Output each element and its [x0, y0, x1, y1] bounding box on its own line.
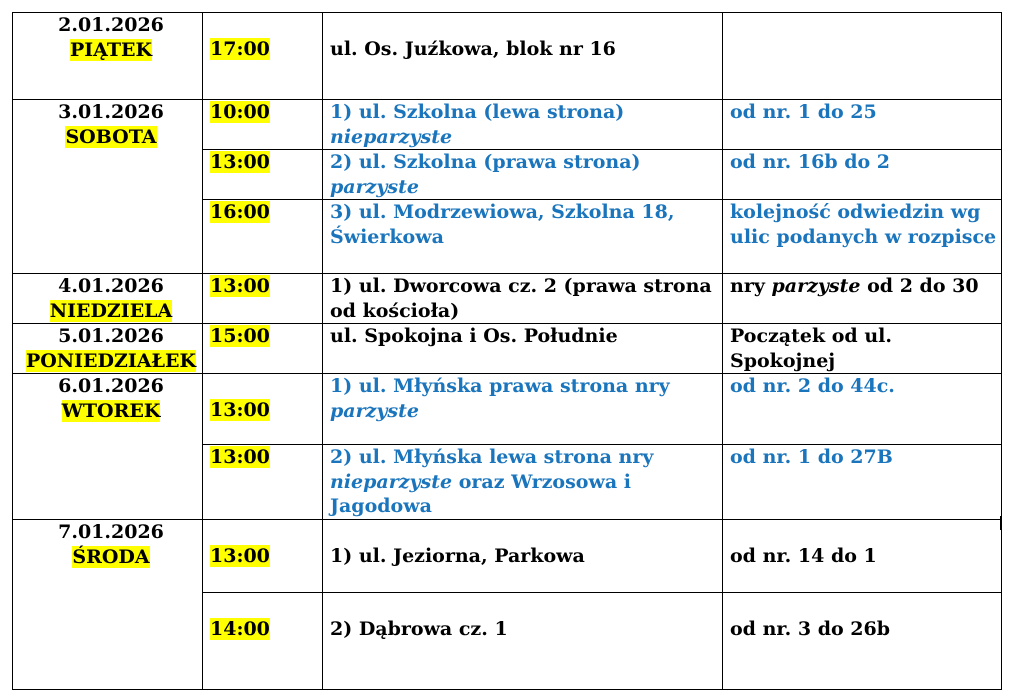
location-cell [323, 324, 723, 374]
time-label: 13:00 [210, 151, 270, 173]
table-row [13, 520, 1002, 593]
location-cell [323, 274, 723, 324]
location-cell [323, 374, 723, 445]
range-cell [723, 445, 1002, 520]
table-row [13, 13, 1002, 100]
range-cell [723, 374, 1002, 445]
range-text: od 2 do 30 [867, 275, 979, 297]
time-cell [203, 150, 323, 200]
time-cell [203, 374, 323, 445]
date-label: 6.01.2026 [58, 375, 164, 397]
location-text: 3) ul. Modrzewiowa, Szkolna 18, Świerkowa [330, 201, 675, 248]
weekday-label: PIĄTEK [69, 38, 152, 61]
parity-note: parzyste [771, 275, 861, 297]
range-text: od nr. 1 do 27B [730, 446, 893, 468]
parity-note: parzyste [330, 175, 419, 198]
range-cell [723, 100, 1002, 150]
weekday-label: SOBOTA [65, 125, 157, 148]
parity-note: nieparzyste [330, 125, 453, 148]
location-cell [323, 200, 723, 274]
location-text: 1) ul. Młyńska prawa strona nry [330, 375, 670, 397]
location-text-continued: oraz Wrzosowa i Jagodowa [330, 470, 631, 517]
time-label: 13:00 [210, 399, 270, 421]
time-label: 15:00 [210, 325, 270, 347]
range-text: od nr. 16b do 2 [730, 151, 891, 173]
time-cell [203, 593, 323, 690]
stray-cursor-mark [1000, 516, 1001, 530]
time-label: 13:00 [210, 275, 270, 297]
time-cell [203, 200, 323, 274]
day-cell [13, 324, 203, 374]
weekday-label: WTOREK [61, 399, 161, 422]
time-label: 14:00 [210, 618, 270, 640]
weekday-label: PONIEDZIAŁEK [25, 349, 197, 372]
table-row [13, 324, 1002, 374]
time-cell [203, 13, 323, 100]
day-cell [13, 13, 203, 100]
time-cell [203, 520, 323, 593]
range-text: kolejność odwiedzin wg ulic podanych w rozpisce [730, 201, 997, 248]
weekday-label: NIEDZIELA [49, 299, 173, 322]
location-cell [323, 150, 723, 200]
day-cell [13, 520, 203, 690]
range-cell [723, 274, 1002, 324]
range-cell [723, 593, 1002, 690]
time-cell [203, 100, 323, 150]
location-cell [323, 593, 723, 690]
table-row [13, 274, 1002, 324]
location-cell [323, 13, 723, 100]
location-text: ul. Os. Juźkowa, blok nr 16 [330, 38, 616, 60]
parity-note: parzyste [330, 399, 419, 422]
time-cell [203, 445, 323, 520]
range-cell [723, 13, 1002, 100]
location-text: ul. Spokojna i Os. Południe [330, 325, 618, 347]
day-cell [13, 100, 203, 274]
range-cell [723, 200, 1002, 274]
day-cell [13, 274, 203, 324]
weekday-label: ŚRODA [72, 545, 150, 568]
schedule-table [12, 12, 1002, 690]
location-text: 1) ul. Dworcowa cz. 2 (prawa strona od kościoła) [330, 275, 712, 322]
location-text: 2) ul. Szkolna (prawa strona) [330, 151, 641, 173]
location-cell [323, 520, 723, 593]
date-label: 3.01.2026 [58, 101, 164, 123]
range-text: Początek od ul. Spokojnej [730, 325, 892, 372]
range-text: od nr. 14 do 1 [730, 545, 877, 567]
day-cell [13, 374, 203, 520]
table-row [13, 100, 1002, 150]
location-text: 1) ul. Jeziorna, Parkowa [330, 545, 585, 567]
range-cell [723, 324, 1002, 374]
location-text: 2) Dąbrowa cz. 1 [330, 618, 508, 640]
time-label: 13:00 [210, 545, 270, 567]
location-cell [323, 445, 723, 520]
range-text: od nr. 1 do 25 [730, 101, 877, 123]
time-label: 13:00 [210, 446, 270, 468]
table-row [13, 374, 1002, 445]
time-label: 17:00 [210, 38, 270, 60]
time-cell [203, 324, 323, 374]
range-cell [723, 520, 1002, 593]
date-label: 4.01.2026 [58, 275, 164, 297]
date-label: 7.01.2026 [58, 521, 164, 543]
parity-note: nieparzyste [330, 470, 453, 493]
location-text: 1) ul. Szkolna (lewa strona) [330, 101, 625, 123]
range-cell [723, 150, 1002, 200]
location-text: 2) ul. Młyńska lewa strona nry [330, 446, 654, 468]
range-prefix: nry [730, 275, 765, 297]
date-label: 2.01.2026 [58, 14, 164, 36]
time-label: 16:00 [210, 201, 270, 223]
time-label: 10:00 [210, 101, 270, 123]
time-cell [203, 274, 323, 324]
range-text: od nr. 3 do 26b [730, 618, 891, 640]
location-cell [323, 100, 723, 150]
range-text: od nr. 2 do 44c. [730, 375, 895, 397]
date-label: 5.01.2026 [58, 325, 164, 347]
